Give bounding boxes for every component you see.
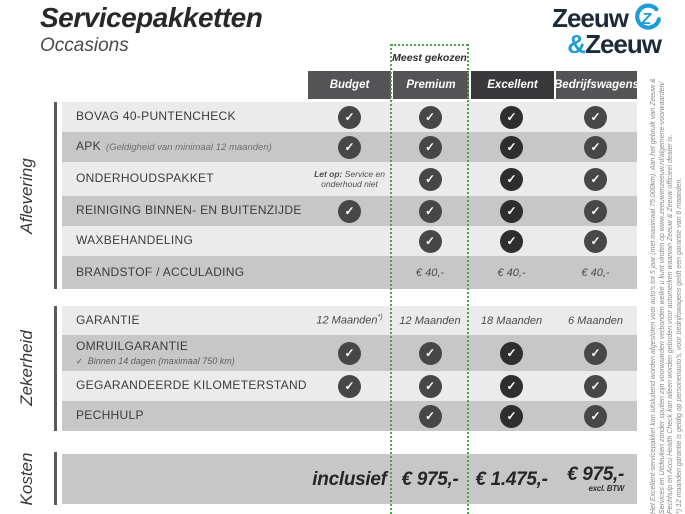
column-header-bedrijfswagens: Bedrijfswagens <box>554 71 637 99</box>
row-label: REINIGING BINNEN- EN BUITENZIJDE <box>76 203 302 218</box>
table-row <box>62 196 637 226</box>
note-text: Let op: Service en onderhoud niet <box>314 168 385 189</box>
cell-bedrijfswagens <box>554 168 637 191</box>
cell-bedrijfswagens <box>554 230 637 253</box>
cell-budget <box>308 342 391 365</box>
cell-premium <box>391 230 469 253</box>
check-icon: ✓ <box>419 168 442 191</box>
logo-word-zeeuw: Zeeuw <box>552 3 628 33</box>
cell-budget <box>308 375 391 398</box>
section-rail-zekerheid <box>54 306 57 431</box>
section-aflevering <box>62 102 637 289</box>
section-zekerheid <box>62 306 637 431</box>
row-label: WAXBEHANDELING <box>76 233 194 248</box>
page-title: Servicepakketten <box>40 2 263 33</box>
row-label: BOVAG 40-PUNTENCHECK <box>76 109 236 124</box>
section-label-kosten: Kosten <box>17 452 36 506</box>
cell-excellent <box>469 375 554 398</box>
check-icon: ✓ <box>500 200 523 223</box>
section-label-zekerheid: Zekerheid <box>17 330 36 406</box>
price-value: € 975,- excl. BTW <box>566 464 625 493</box>
cell-bedrijfswagens <box>554 342 637 365</box>
row-label: GEGARANDEERDE KILOMETERSTAND <box>76 378 307 393</box>
cell-bedrijfswagens <box>554 200 637 223</box>
most-chosen-badge: Meest gekozen <box>391 44 468 69</box>
cell-value: 12 Maanden <box>399 314 461 327</box>
cell-premium <box>391 315 469 327</box>
price-value: € 975,- <box>401 468 459 490</box>
cell-excellent <box>469 106 554 129</box>
cell-excellent <box>469 470 554 489</box>
cell-excellent <box>469 315 554 327</box>
row-label: APK (Geldigheid van minimaal 12 maanden) <box>76 139 272 154</box>
cell-budget <box>308 169 391 189</box>
cell-value: € 40,- <box>415 266 445 279</box>
cell-value: € 40,- <box>581 266 610 279</box>
cell-bedrijfswagens <box>554 136 637 159</box>
cell-value: 6 Maanden <box>567 314 624 327</box>
check-icon: ✓ <box>584 106 607 129</box>
logo-ampersand: & <box>567 29 586 59</box>
cell-excellent <box>469 230 554 253</box>
footnote-line: Pechhulp en Accu Health Check kan alleen worden geboden voor automerken waarvan Zeeuw & Zeeuw officieel dealer is. <box>667 134 675 514</box>
cell-excellent <box>469 168 554 191</box>
cell-premium <box>391 106 469 129</box>
row-label: ONDERHOUDSPAKKET <box>76 171 214 186</box>
check-icon: ✓ <box>338 375 361 398</box>
cell-premium <box>391 267 469 279</box>
table-row <box>62 401 637 431</box>
column-header-excellent: Excellent <box>469 71 554 99</box>
svg-text:Z: Z <box>641 10 651 28</box>
cell-premium <box>391 375 469 398</box>
company-logo <box>552 3 661 59</box>
logo-word-zeeuw-2: Zeeuw <box>585 29 661 59</box>
cell-premium <box>391 136 469 159</box>
check-icon: ✓ <box>500 168 523 191</box>
cell-premium <box>391 168 469 191</box>
cell-bedrijfswagens <box>554 106 637 129</box>
check-icon: ✓ <box>419 230 442 253</box>
table-row <box>62 335 637 371</box>
footnote-fineprint <box>650 78 685 514</box>
cell-premium <box>391 470 469 489</box>
cell-premium <box>391 342 469 365</box>
table-row <box>62 162 637 196</box>
price-subnote: excl. BTW <box>588 484 625 493</box>
column-header-premium: Premium <box>391 71 469 99</box>
check-icon: ✓ <box>500 405 523 428</box>
check-icon: ✓ <box>584 405 607 428</box>
cell-value: 18 Maanden <box>480 314 543 327</box>
check-icon: ✓ <box>584 230 607 253</box>
cell-budget <box>308 106 391 129</box>
page-subtitle: Occasions <box>40 35 129 56</box>
table-row <box>62 132 637 162</box>
row-label: BRANDSTOF / ACCULADING <box>76 264 245 279</box>
check-icon: ✓ <box>584 136 607 159</box>
cell-excellent <box>469 200 554 223</box>
cell-budget <box>308 136 391 159</box>
footnote-line: *) 12 maanden garantie is geldig op personenauto's, voor bedrijfswagens geldt een garantie van 6 maanden. <box>675 177 683 514</box>
check-icon: ✓ <box>419 200 442 223</box>
cell-value: 12 Maanden*) <box>316 314 383 327</box>
check-icon: ✓ <box>584 168 607 191</box>
check-icon: ✓ <box>584 342 607 365</box>
check-icon: ✓ <box>419 342 442 365</box>
column-headers <box>308 71 637 99</box>
table-row <box>62 454 637 504</box>
title-block <box>40 2 262 56</box>
check-icon: ✓ <box>338 106 361 129</box>
cell-excellent <box>469 342 554 365</box>
row-label: OMRUILGARANTIE ✓ Binnen 14 dagen (maximaal 750 km) <box>62 340 308 366</box>
section-rail-kosten <box>54 452 57 505</box>
price-value: inclusief <box>312 468 387 490</box>
row-subnote: ✓ Binnen 14 dagen (maximaal 750 km) <box>76 355 235 366</box>
check-icon: ✓ <box>500 375 523 398</box>
row-sublabel: (Geldigheid van minimaal 12 maanden) <box>105 142 272 154</box>
row-label: PECHHULP <box>76 408 144 423</box>
table-row <box>62 256 637 289</box>
cell-budget <box>308 470 391 489</box>
cell-bedrijfswagens <box>554 375 637 398</box>
table-row <box>62 226 637 256</box>
check-icon: ✓ <box>584 200 607 223</box>
check-icon: ✓ <box>500 136 523 159</box>
check-icon: ✓ <box>419 136 442 159</box>
column-header-budget: Budget <box>308 71 391 99</box>
check-icon: ✓ <box>419 405 442 428</box>
check-icon: ✓ <box>584 375 607 398</box>
cell-excellent <box>469 267 554 279</box>
check-icon: ✓ <box>338 136 361 159</box>
table-row <box>62 306 637 335</box>
cell-excellent <box>469 405 554 428</box>
footnote-line: Services en Uitdeuken zonder spuiten zijn voorwaarden verbonden welke u kunt vinden op www.zeeuwenzeeuw.nl/algemene-voorwaarden/ <box>658 81 666 514</box>
price-value: € 1.475,- <box>475 468 548 490</box>
cell-budget <box>308 200 391 223</box>
check-icon: ✓ <box>500 342 523 365</box>
cell-bedrijfswagens <box>554 267 637 279</box>
row-label: GARANTIE <box>76 312 140 327</box>
check-icon: ✓ <box>338 342 361 365</box>
cell-bedrijfswagens <box>554 405 637 428</box>
check-icon: ✓ <box>338 200 361 223</box>
cell-value: € 40,- <box>497 266 526 279</box>
cell-budget <box>308 314 391 327</box>
cell-bedrijfswagens <box>554 315 637 327</box>
cell-premium <box>391 405 469 428</box>
check-icon: ✓ <box>500 106 523 129</box>
mini-check-icon: ✓ <box>76 356 83 366</box>
logo-line-2 <box>552 29 661 59</box>
cell-excellent <box>469 136 554 159</box>
table-row <box>62 371 637 401</box>
cell-premium <box>391 200 469 223</box>
cell-bedrijfswagens <box>554 465 637 493</box>
footnote-line: Het Excellent-servicepakket kan uitsluitend worden afgesloten voor auto's tot 5 jaar (met maximaal 75.000km). Aan het gebruik van Zeeuw & <box>650 78 657 514</box>
section-label-aflevering: Aflevering <box>17 158 36 234</box>
section-kosten <box>62 454 637 504</box>
section-rail-aflevering <box>54 102 57 289</box>
check-icon: ✓ <box>419 375 442 398</box>
table-row <box>62 102 637 132</box>
check-icon: ✓ <box>419 106 442 129</box>
check-icon: ✓ <box>500 230 523 253</box>
